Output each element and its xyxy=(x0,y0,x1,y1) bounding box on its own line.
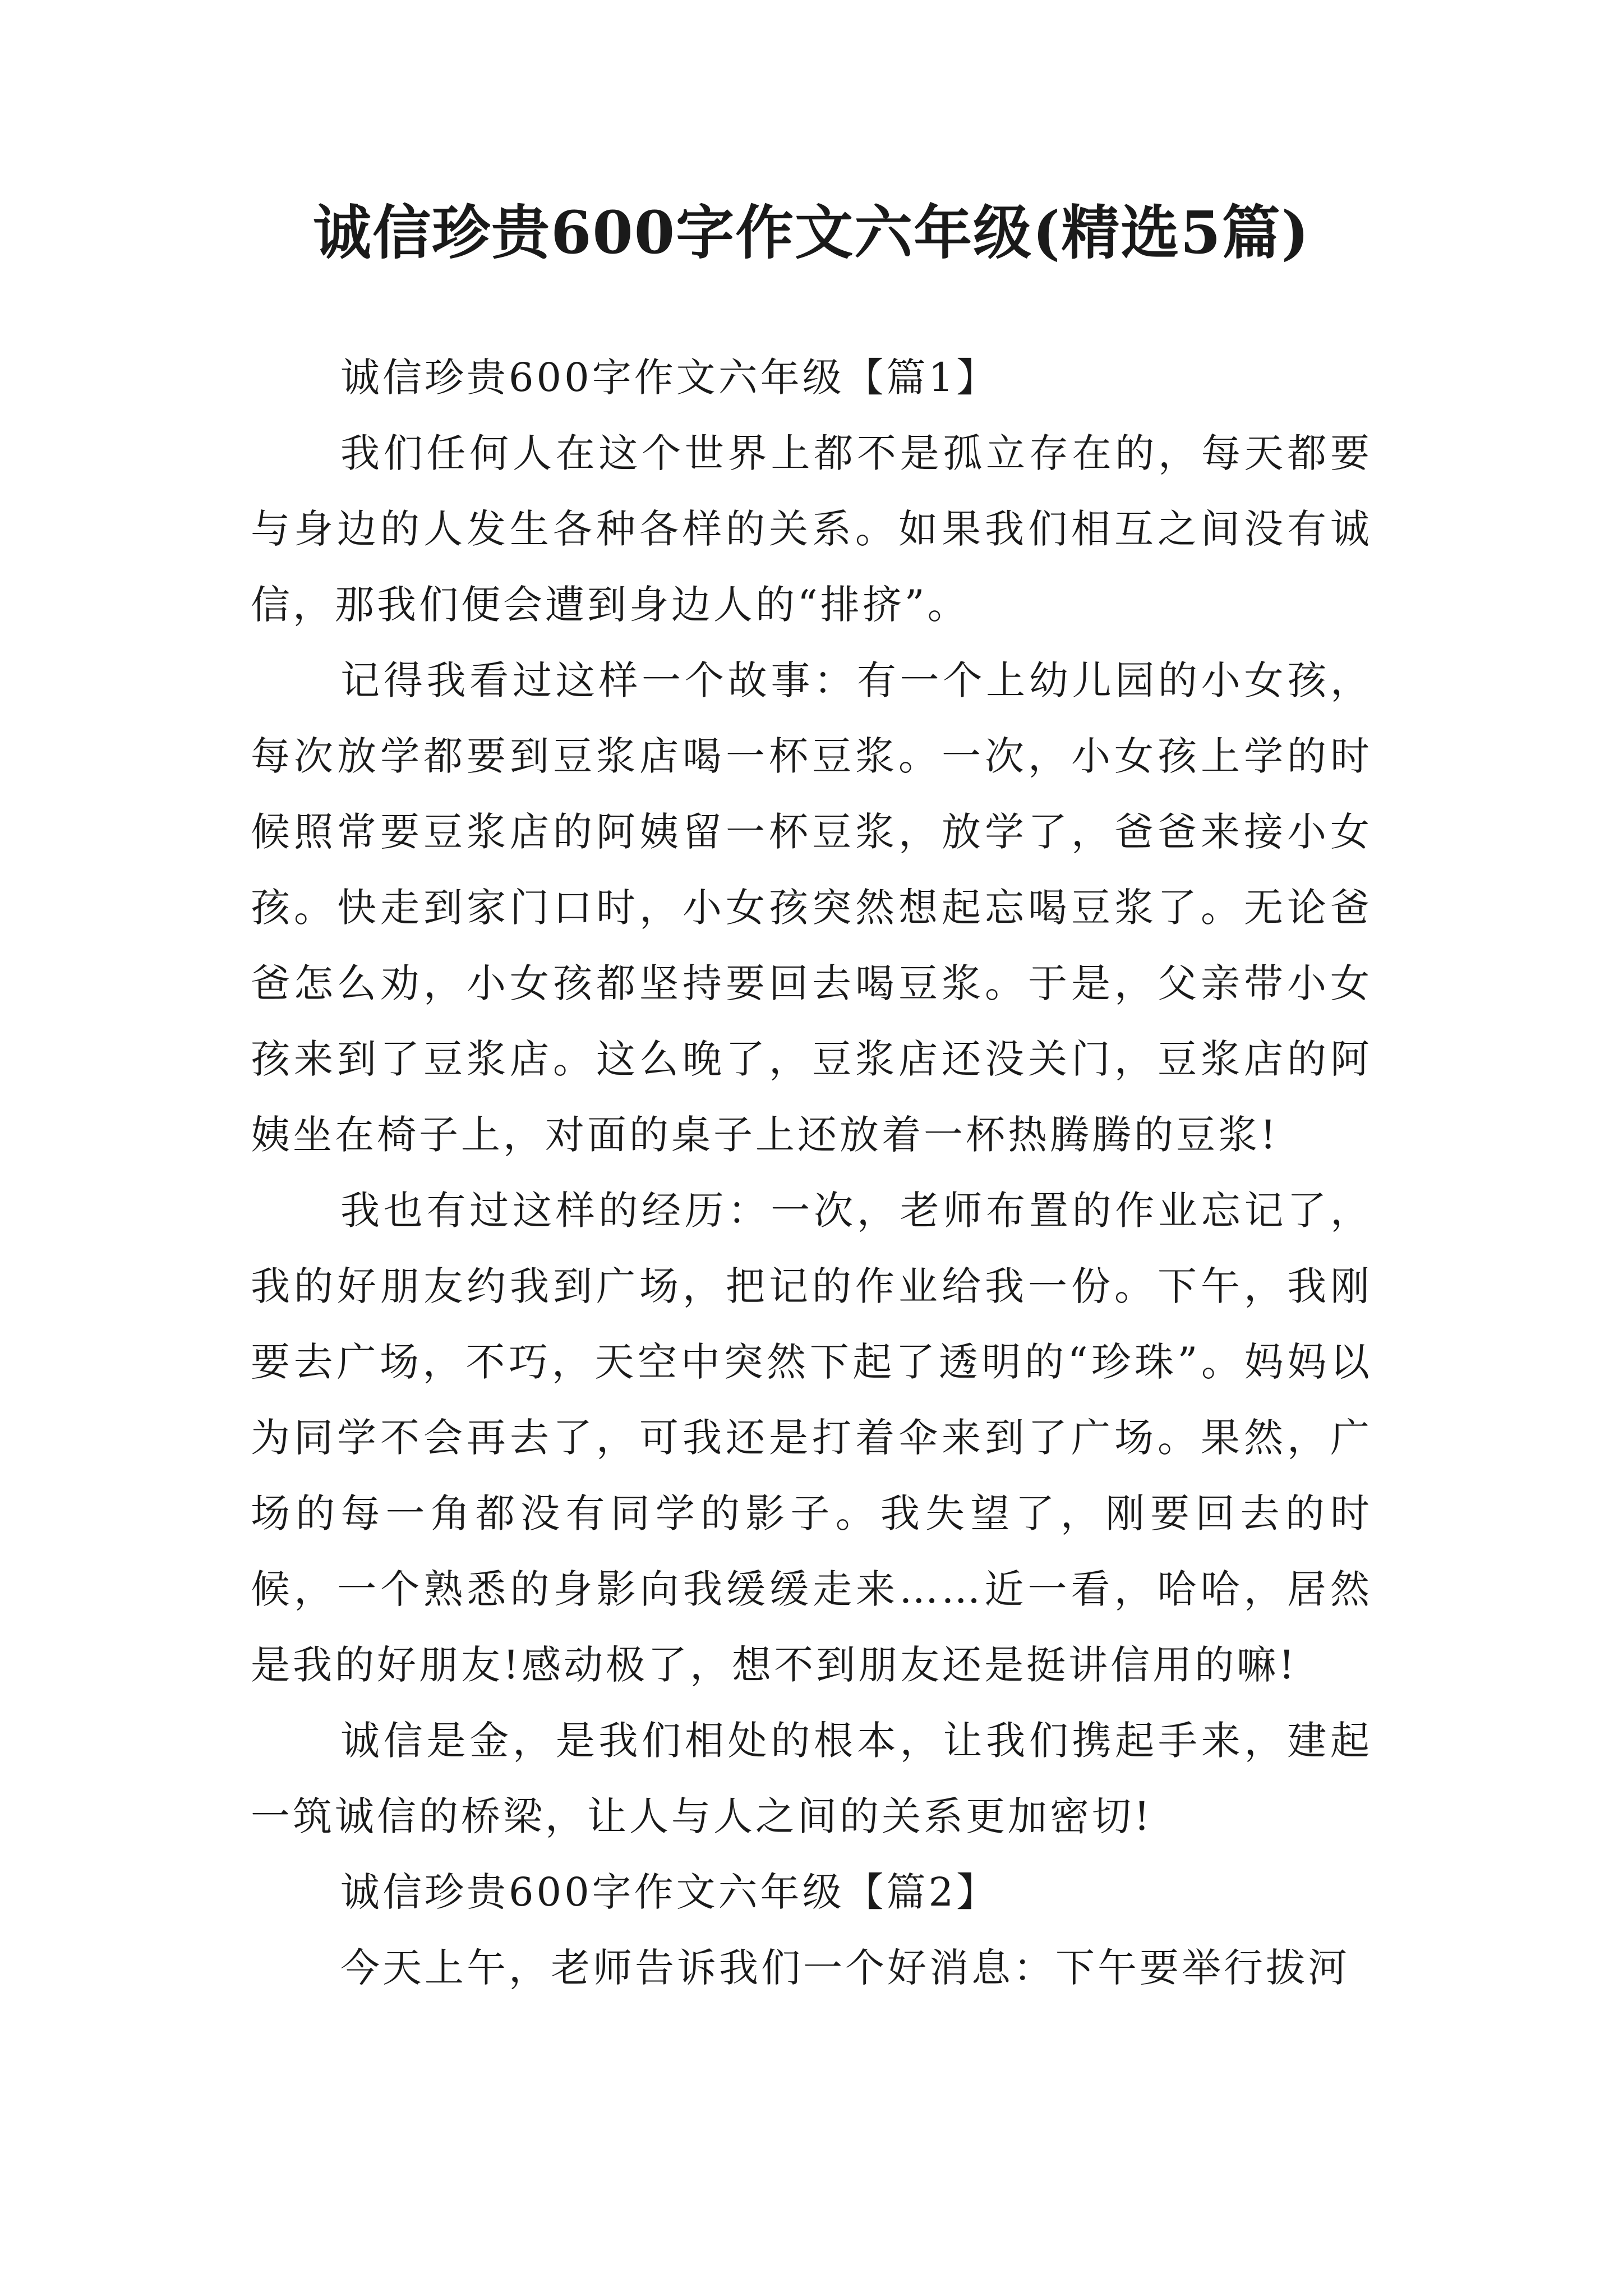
paragraph-5: 今天上午，老师告诉我们一个好消息：下午要举行拔河 xyxy=(340,1945,1350,1991)
paragraph-2: 记得我看过这样一个故事：有一个上幼儿园的小女孩，每次放学都要到豆浆店喝一杯豆浆。一次，小女孩上学的时候照常要豆浆店的阿姨留一杯豆浆，放学了，爸爸来接小女孩。快走到家门口时，小女孩突然想起忘喝豆浆了。无论爸爸怎么劝，小女孩都坚持要回去喝豆浆。于是，父亲带小女孩来到了豆浆店。这么晚了，豆浆店还没关门，豆浆店的阿姨坐在椅子上，对面的桌子上还放着一杯热腾腾的豆浆! xyxy=(251,657,1372,1158)
section-heading-1: 诚信珍贵600字作文六年级【篇1】 xyxy=(340,355,999,401)
document-body xyxy=(251,340,1372,2006)
paragraph-1: 我们任何人在这个世界上都不是孤立存在的，每天都要与身边的人发生各种各样的关系。如果我们相互之间没有诚信，那我们便会遭到身边人的“排挤”。 xyxy=(251,430,1372,628)
paragraph-4: 诚信是金，是我们相处的根本，让我们携起手来，建起一筑诚信的桥梁，让人与人之间的关系更加密切! xyxy=(251,1718,1372,1839)
section-heading-2: 诚信珍贵600字作文六年级【篇2】 xyxy=(340,1869,999,1915)
paragraph-3: 我也有过这样的经历：一次，老师布置的作业忘记了，我的好朋友约我到广场，把记的作业给我一份。下午，我刚要去广场，不巧，天空中突然下起了透明的“珍珠”。妈妈以为同学不会再去了，可我还是打着伞来到了广场。果然，广场的每一角都没有同学的影子。我失望了，刚要回去的时候，一个熟悉的身影向我缓缓走来……近一看，哈哈，居然是我的好朋友!感动极了，想不到朋友还是挺讲信用的嘛! xyxy=(251,1188,1372,1688)
document-title: 诚信珍贵600字作文六年级(精选5篇) xyxy=(313,198,1310,267)
